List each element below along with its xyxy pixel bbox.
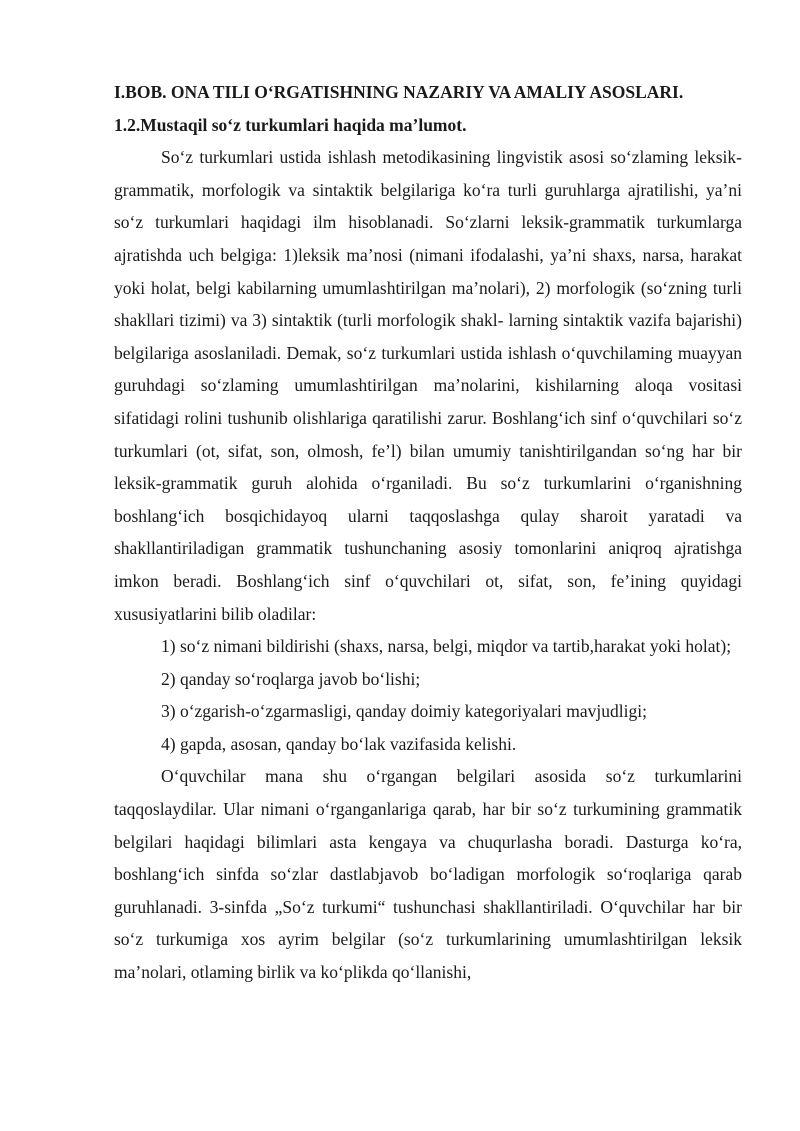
list-item-4: 4) gapda, asosan, qanday bo‘lak vazifasida kelishi.: [161, 733, 517, 754]
list-item-1: 1) so‘z nimani bildirishi (shaxs, narsa, belgi, miqdor va tartib,harakat yoki holat);: [161, 636, 732, 657]
section-title: 1.2.Mustaqil so‘z turkumlari haqida ma’lumot.: [114, 114, 467, 135]
body-paragraph-2: O‘quvchilar mana shu o‘rgangan belgilari asosida so‘z turkumlarini taqqoslaydilar. Ular nimani o‘rganganlariga qarab, har bir so‘z turkumining grammatik belgilari haqidagi bilimlari asta kengaya va chuqurlasha boradi. Dasturga ko‘ra, boshlang‘ich sinfda so‘zlar dastlabjavob bo‘ladigan morfologik so‘roqlariga qarab guruhlanadi. 3-sinfda „So‘z turkumi“ tushunchasi shakllantiriladi. O‘quvchilar har bir so‘z turkumiga xos ayrim belgilar (so‘z turkumlarining umumlashtirilgan leksik ma’nolari, otlaming birlik va ko‘plikda qo‘llanishi,: [114, 766, 742, 983]
list-item-3: 3) o‘zgarish-o‘zgarmasligi, qanday doimiy kategoriyalari mavjudligi;: [161, 701, 647, 722]
document-page: [114, 76, 742, 989]
list-item-2: 2) qanday so‘roqlarga javob bo‘lishi;: [161, 668, 421, 689]
body-paragraph-1: So‘z turkumlari ustida ishlash metodikasining lingvistik asosi so‘zlaming leksik-grammatik, morfologik va sintaktik belgilariga ko‘ra turli guruhlarga ajratilishi, ya’ni so‘z turkumlari haqidagi ilm hisoblanadi. So‘zlarni leksik-grammatik turkumlarga ajratishda uch belgiga: 1)leksik ma’nosi (nimani ifodalashi, ya’ni shaxs, narsa, harakat yoki holat, belgi kabilarning umumlashtirilgan ma’nolari), 2) morfologik (so‘zning turli shakllari tizimi) va 3) sintaktik (turli morfologik shakl- larning sintaktik vazifa bajarishi) belgilariga asoslaniladi. Demak, so‘z turkumlari ustida ishlash o‘quvchilaming muayyan guruhdagi so‘zlaming umumlashtirilgan ma’nolarini, kishilarning aloqa vositasi sifatidagi rolini tushunib olishlariga qaratilishi zarur. Boshlang‘ich sinf o‘quvchilari so‘z turkumlari (ot, sifat, son, olmosh, fe’l) bilan umumiy tanishtirilgandan so‘ng har bir leksik-grammatik guruh alohida o‘rganiladi. Bu so‘z turkumlarini o‘rganishning boshlang‘ich bosqichidayoq ularni taqqoslashga qulay sharoit yaratadi va shakllantiriladigan grammatik tushunchaning asosiy tomonlarini aniqroq ajratishga imkon beradi. Boshlang‘ich sinf o‘quvchilari ot, sifat, son, fe’ining quyidagi xususiyatlarini bilib oladilar:: [114, 147, 742, 624]
chapter-title: I.BOB. ONA TILI O‘RGATISHNING NAZARIY VA AMALIY ASOSLARI.: [114, 82, 684, 102]
